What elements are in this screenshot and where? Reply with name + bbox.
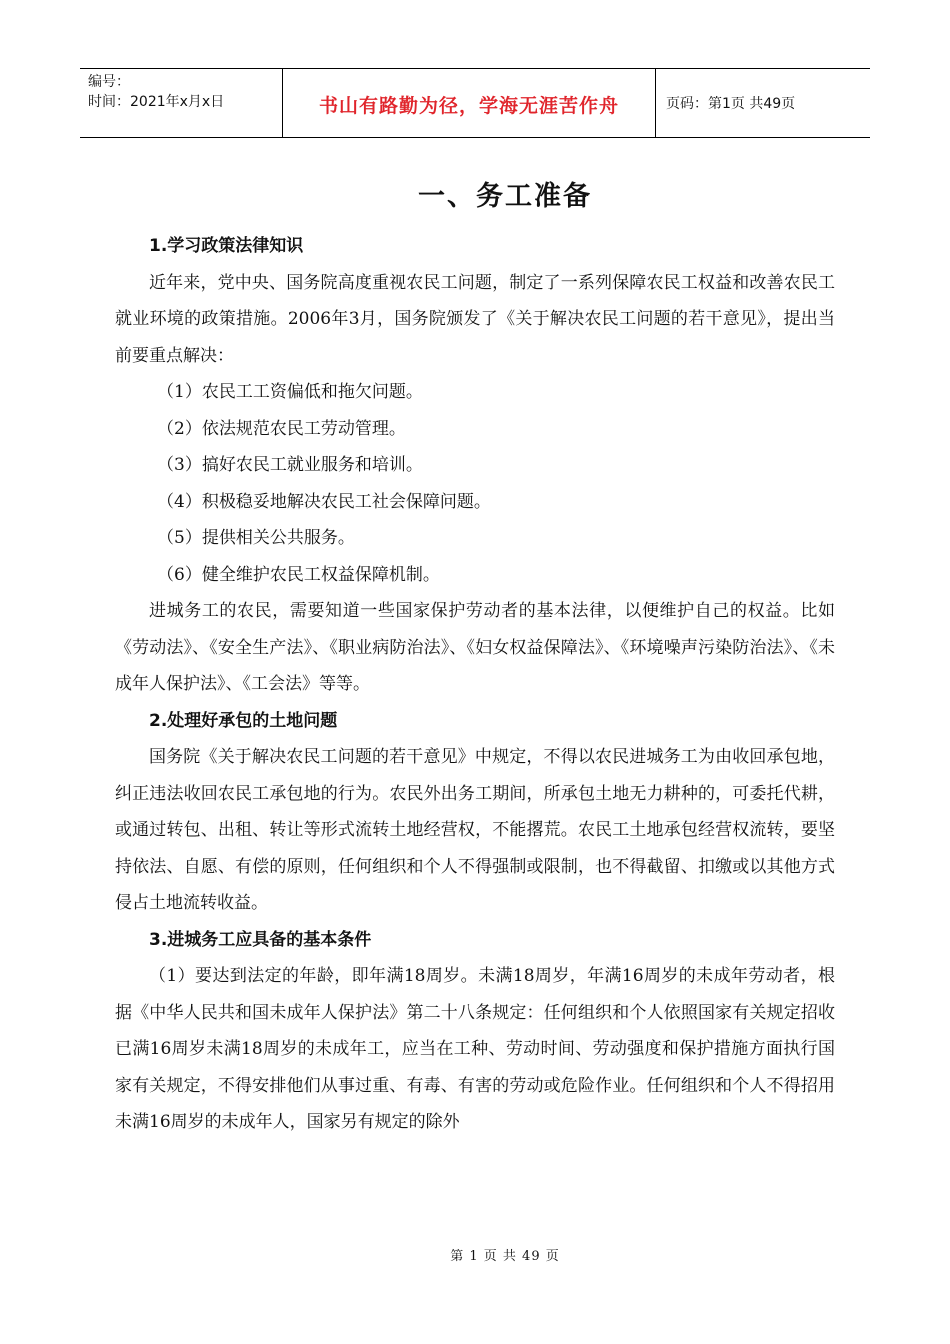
list-item: （2）依法规范农民工劳动管理。 (157, 418, 406, 439)
list-item: （3）搞好农民工就业服务和培训。 (157, 455, 423, 475)
section-heading: 2.处理好承包的土地问题 (149, 710, 338, 731)
page-footer: 第 1 页 共 49 页 (450, 1249, 560, 1264)
header-motto-cell (283, 69, 656, 137)
list-item: （5）提供相关公共服务。 (157, 528, 355, 548)
section-heading: 3.进城务工应具备的基本条件 (149, 929, 372, 950)
list-item: （1）农民工工资偏低和拖欠问题。 (157, 382, 423, 402)
motto: 书山有路勤为径，学海无涯苦作舟 (318, 95, 619, 117)
page-title: 一、务工准备 (418, 181, 592, 212)
section-paragraph: 国务院《关于解决农民工问题的若干意见》中规定，不得以农民进城务工为由收回承包地，纠正违法收回农民工承包地的行为。农民外出务工期间，所承包土地无力耕种的，可委托代耕，或通过转包、出租、转让等形式流转土地经营权，不能撂荒。农民工土地承包经营权流转，要坚持依法、自愿、有偿的原则，任何组织和个人不得强制或限制，也不得截留、扣缴或以其他方式侵占土地流转收益。 (115, 747, 835, 913)
list-item: （6）健全维护农民工权益保障机制。 (157, 564, 440, 585)
document-time: 时间：2021年x月x日 (88, 94, 225, 110)
document-body (115, 228, 835, 1141)
section-paragraph: 近年来，党中央、国务院高度重视农民工问题，制定了一系列保障农民工权益和改善农民工就业环境的政策措施。2006年3月，国务院颁发了《关于解决农民工问题的若干意见》，提出当前要重点解决： (115, 272, 835, 366)
section-paragraph: （1）要达到法定的年龄，即年满18周岁。未满18周岁，年满16周岁的未成年劳动者，根据《中华人民共和国未成年人保护法》第二十八条规定：任何组织和个人依照国家有关规定招收已满16周岁未满18周岁的未成年工，应当在工种、劳动时间、劳动强度和保护措施方面执行国家有关规定，不得安排他们从事过重、有毒、有害的劳动或危险作业。任何组织和个人不得招用未满16周岁的未成年人，国家另有规定的除外 (115, 966, 835, 1132)
page-header (80, 68, 870, 138)
section-heading: 1.学习政策法律知识 (149, 236, 304, 256)
header-page-info: 页码：第1页 共49页 (666, 96, 796, 112)
section-paragraph: 进城务工的农民，需要知道一些国家保护劳动者的基本法律，以便维护自己的权益。比如《劳动法》、《安全生产法》、《职业病防治法》、《妇女权益保障法》、《环境噪声污染防治法》、《未成年人保护法》、《工会法》等等。 (115, 601, 835, 694)
header-meta-cell (80, 69, 283, 137)
header-page-cell (656, 69, 870, 137)
list-item: （4）积极稳妥地解决农民工社会保障问题。 (157, 491, 491, 512)
document-number: 编号： (88, 74, 130, 90)
